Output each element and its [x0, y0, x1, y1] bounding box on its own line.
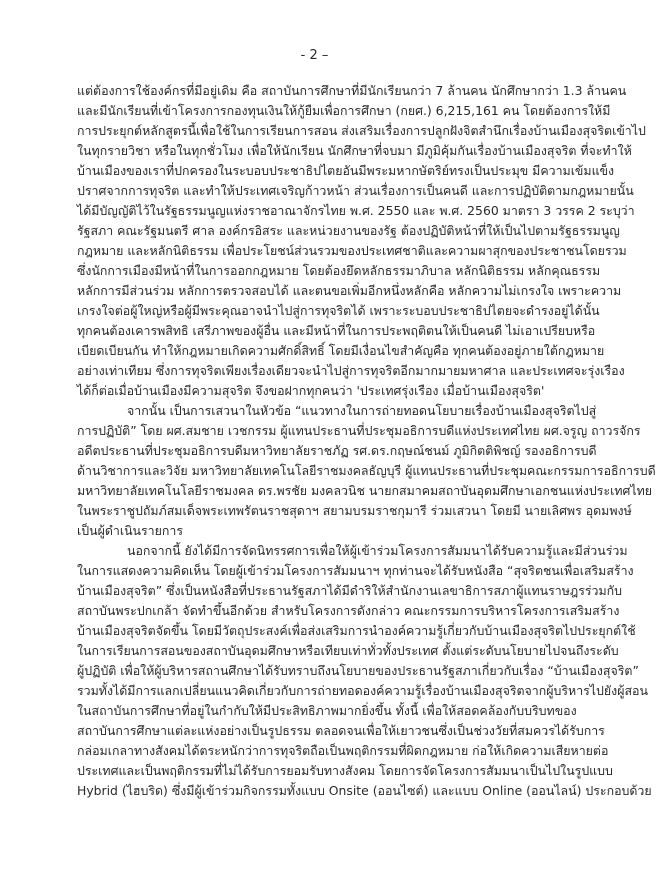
text-line: สถาบันการศึกษาแต่ละแห่งอย่างเป็นรูปธรรม ตลอดจนเพื่อให้เยาวชนซึ่งเป็นช่วงวัยที่สมควรได้รับการ	[77, 723, 605, 738]
text-line: บ้านเมืองของเราที่ปกครองในระบอบประชาธิปไตยอันมีพระมหากษัตริย์ทรงเป็นประมุข มีความเข้มแข็ง	[77, 163, 615, 178]
text-line: ผู้ปฏิบัติ เพื่อให้ผู้บริหารสถานศึกษาได้รับทราบถึงนโยบายของประธานรัฐสภาเกี่ยวกับเรื่อง “บ้านเมืองสุจริต”	[77, 663, 639, 678]
text-line: บ้านเมืองสุจริต” ซึ่งเป็นหนังสือที่ประธานรัฐสภาได้มีดำริให้สำนักงานเลขาธิการสภาผู้แทนราษฎรร่วมกับ	[77, 583, 623, 598]
text-line: รัฐสภา คณะรัฐมนตรี ศาล องค์กรอิสระ และหน่วยงานของรัฐ ต้องปฏิบัติหน้าที่ให้เป็นไปตามรัฐธรรมนูญ	[77, 223, 620, 238]
text-line: บ้านเมืองสุจริตจัดขึ้น โดยมีวัตถุประสงค์เพื่อส่งเสริมการนำองค์ความรู้เกี่ยวกับบ้านเมืองสุจริตไปประยุกต์ใช้	[77, 623, 636, 638]
text-line: รวมทั้งได้มีการแลกเปลี่ยนแนวคิดเกี่ยวกับการถ่ายทอดองค์ความรู้เรื่องบ้านเมืองสุจริตจากผู้บริหารไปยังผู้สอน	[77, 683, 648, 698]
text-line: การประยุกต์หลักสูตรนี้เพื่อใช้ในการเรียนการสอน ส่งเสริมเรื่องการปลูกฝังจิตสำนึกเรื่องบ้านเมืองสุจริตเข้าไป	[77, 123, 646, 138]
text-line: อดีตประธานที่ประชุมอธิการบดีมหาวิทยาลัยราชภัฏ รศ.ดร.กฤษณ์ชนม์ ภูมิกิตติพิชญ์ รองอธิการบดี	[77, 443, 597, 458]
text-line: ได้ก็ต่อเมื่อบ้านเมืองมีความสุจริต จึงขอฝากทุกคนว่า 'ประเทศรุ่งเรือง เมื่อบ้านเมืองสุจริต'	[77, 383, 545, 398]
text-line: นอกจากนี้ ยังได้มีการจัดนิทรรศการเพื่อให้ผู้เข้าร่วมโครงการสัมมนาได้รับความรู้และมีส่วนร่วม	[127, 543, 628, 558]
document-body	[77, 81, 656, 801]
text-line: กฎหมาย และหลักนิติธรรม เพื่อประโยชน์ส่วนรวมของประเทศชาติและความผาสุกของประชาชนโดยรวม	[77, 243, 627, 258]
text-line: จากนั้น เป็นการเสวนาในหัวข้อ “แนวทางในการถ่ายทอดนโยบายเรื่องบ้านเมืองสุจริตไปสู่	[127, 403, 597, 418]
text-line: อย่างเท่าเทียม ซึ่งการทุจริตเพียงเรื่องเดียวจะนำไปสู่การทุจริตอีกมากมายมหาศาล และประเทศจะรุ่งเรือง	[77, 363, 625, 378]
page-number: - 2 –	[300, 48, 329, 63]
text-line: และมีนักเรียนที่เข้าโครงการกองทุนเงินให้กู้ยืมเพื่อการศึกษา (กยศ.) 6,215,161 คน โดยต้องการให้มี	[77, 103, 611, 118]
text-line: แต่ต้องการใช้องค์กรที่มีอยู่เดิม คือ สถาบันการศึกษาที่มีนักเรียนกว่า 7 ล้านคน นักศึกษากว่า 1.3 ล้านคน	[77, 83, 627, 98]
text-line: ประเทศและเป็นพฤติกรรมที่ไม่ได้รับการยอมรับทางสังคม โดยการจัดโครงการสัมมนาเป็นไปในรูปแบบ	[77, 763, 613, 778]
text-line: เป็นผู้ดำเนินรายการ	[77, 523, 183, 538]
text-line: ซึ่งนักการเมืองมีหน้าที่ในการออกกฎหมาย โดยต้องยึดหลักธรรมาภิบาล หลักนิติธรรม หลักคุณธรรม	[77, 263, 601, 278]
text-line: ในพระราชูปถัมภ์สมเด็จพระเทพรัตนราชสุดาฯ สยามบรมราชกุมารี ร่วมเสวนา โดยมี นายเลิศพร อุดมพงษ์	[77, 503, 632, 518]
text-line: สถาบันพระปกเกล้า จัดทำขึ้นอีกด้วย สำหรับโครงการดังกล่าว คณะกรรมการบริหารโครงการเสริมสร้าง	[77, 603, 620, 618]
text-line: การปฏิบัติ” โดย ผศ.สมชาย เวชกรรม ผู้แทนประธานที่ประชุมอธิการบดีแห่งประเทศไทย ผศ.จรูญ ถาวรจักร	[77, 423, 641, 438]
text-line: ในทุกรายวิชา หรือในทุกชั่วโมง เพื่อให้นักเรียน นักศึกษาที่จบมา มีภูมิคุ้มกันเรื่องบ้านเมืองสุจริต ที่จะทำให้	[77, 143, 632, 158]
text-line: ได้มีบัญญัติไว้ในรัฐธรรมนูญแห่งราชอาณาจักรไทย พ.ศ. 2550 และ พ.ศ. 2560 มาตรา 3 วรรค 2 ระบุว่า	[77, 203, 635, 218]
text-line: เบียดเบียนกัน ทำให้กฎหมายเกิดความศักดิ์สิทธิ์ โดยมีเงื่อนไขสำคัญคือ ทุกคนต้องอยู่ภายใต้กฎหมาย	[77, 343, 605, 358]
text-line: ในการแสดงความคิดเห็น โดยผู้เข้าร่วมโครงการสัมมนาฯ ทุกท่านจะได้รับหนังสือ “สุจริตชนเพื่อเสริมสร้าง	[77, 563, 634, 578]
text-line: หลักการมีส่วนร่วม หลักการตรวจสอบได้ และตนขอเพิ่มอีกหนึ่งหลักคือ หลักความไม่เกรงใจ เพราะความ	[77, 283, 622, 298]
text-line: ด้านวิชาการและวิจัย มหาวิทยาลัยเทคโนโลยีราชมงคลธัญบุรี ผู้แทนประธานที่ประชุมคณะกรรมการอธิการบดี	[77, 463, 656, 478]
text-line: Hybrid (ไฮบริด) ซึ่งมีผู้เข้าร่วมกิจกรรมทั้งแบบ Onsite (ออนไซต์) และแบบ Online (ออนไลน์) ประกอบด้วย	[77, 783, 652, 798]
text-line: ทุกคนต้องเคารพสิทธิ เสรีภาพของผู้อื่น และมีหน้าที่ในการประพฤติตนให้เป็นคนดี ไม่เอาเปรียบหรือ	[77, 323, 596, 338]
text-line: เกรงใจต่อผู้ใหญ่หรือผู้มีพระคุณอาจนำไปสู่การทุจริตได้ เพราะระบอบประชาธิปไตยจะดำรงอยู่ได้นั้น	[77, 303, 600, 318]
text-line: กล่อมเกลาทางสังคมได้ตระหนักว่าการทุจริตถือเป็นพฤติกรรมที่ผิดกฎหมาย ก่อให้เกิดความเสียหายต่อ	[77, 743, 609, 758]
text-line: ปราศจากการทุจริต และทำให้ประเทศเจริญก้าวหน้า ส่วนเรื่องการเป็นคนดี และการปฏิบัติตามกฎหมายนั้น	[77, 183, 634, 198]
text-line: มหาวิทยาลัยเทคโนโลยีราชมงคล ดร.พรชัย มงคลวนิช นายกสมาคมสถาบันอุดมศึกษาเอกชนแห่งประเทศไทย	[77, 483, 653, 498]
text-line: ในการเรียนการสอนของสถาบันอุดมศึกษาหรือเทียบเท่าทั่วทั้งประเทศ ตั้งแต่ระดับนโยบายไปจนถึงระดับ	[77, 643, 619, 658]
text-line: ในสถาบันการศึกษาที่อยู่ในกำกับให้มีประสิทธิภาพมากยิ่งขึ้น ทั้งนี้ เพื่อให้สอดคล้องกับบริบทของ	[77, 703, 577, 718]
